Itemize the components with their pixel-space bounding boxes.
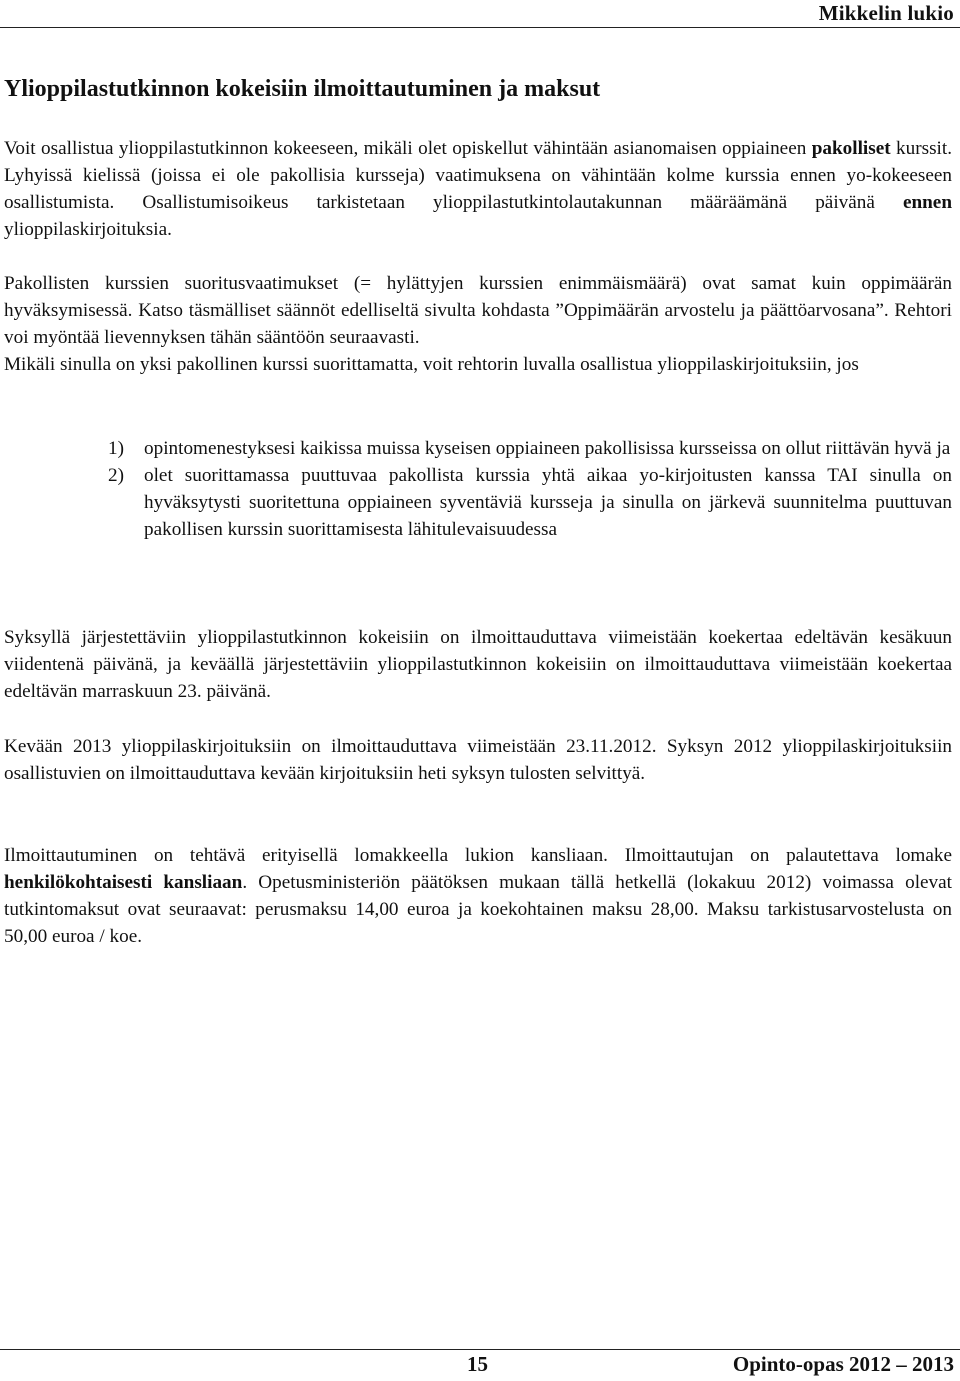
spring-2013-paragraph: [4, 733, 952, 787]
conditions-list: [4, 435, 952, 543]
header-divider: [0, 27, 960, 28]
list-item: [4, 435, 952, 462]
paragraph-text: kurssit. Lyhyissä kielissä (joissa ei ole pakollisia kursseja) vaatimuksena on vähintään kolme kurssia ennen yo-kokeeseen osallistumista. Osallistumisoikeus tarkistetaan ylioppilastutkintolautakunnan määräämänä päivänä: [4, 138, 952, 213]
paragraph-text: Kevään 2013 ylioppilaskirjoituksiin on ilmoittauduttava viimeistään 23.11.2012. Syksyn 2012 ylioppilaskirjoituksiin osallistuvien on ilmoittauduttava kevään kirjoituksiin heti syksyn tulosten selvittyä.: [4, 736, 952, 784]
list-item-number: 2): [108, 465, 124, 486]
list-item: [4, 462, 952, 543]
registration-fees-paragraph: [4, 842, 952, 950]
emphasis-text: ennen: [902, 192, 952, 213]
eligibility-paragraph: [4, 135, 952, 243]
conditions-list-container: [4, 435, 952, 543]
emphasis-text: pakolliset: [811, 138, 891, 159]
paragraph-text: Syksyllä järjestettäviin ylioppilastutkinnon kokeisiin on ilmoittauduttava viimeistään koekertaa edeltävän kesäkuun viidentenä päivänä, ja keväällä järjestettäviin ylioppilastutkinnon kokeisiin on ilmoittauduttava viimeistään koekertaa edeltävän marraskuun 23. päivänä.: [4, 627, 952, 702]
paragraph-text: . Opetusministeriön päätöksen mukaan tällä hetkellä (lokakuu 2012) voimassa olevat tutkintomaksut ovat seuraavat: perusmaksu 14,00 euroa ja koekohtainen maksu 28,00. Maksu tarkistusarvostelusta on 50,00 euroa / koe.: [4, 872, 952, 947]
organization-name: Mikkelin lukio: [818, 1, 954, 25]
list-item-text: olet suorittamassa puuttuvaa pakollista kurssia yhtä aikaa yo-kirjoitusten kanssa TAI sinulla on hyväksytysti suoritettuna oppiaineen syventäviä kursseja ja sinulla on järkevä suunnitelma puuttuvan pakollisen kurssin suorittamisesta lähitulevaisuudessa: [144, 465, 952, 540]
exception-paragraph: Mikäli sinulla on yksi pakollinen kurssi suorittamatta, voit rehtorin luvalla osallistua ylioppilaskirjoituksiin, jos: [4, 354, 859, 375]
requirements-paragraph: Pakollisten kurssien suoritusvaatimukset (= hylättyjen kurssien enimmäismäärä) ovat samat kuin oppimäärän hyväksymisessä. Katso täsmälliset säännöt edelliseltä sivulta kohdasta ”Oppimäärän arvostelu ja päättöarvosana”. Rehtori voi myöntää lievennyksen tähän sääntöön seuraavasti.: [4, 273, 952, 348]
paragraph-text: Ilmoittautuminen on tehtävä erityisellä lomakkeella lukion kansliaan. Ilmoittautujan on palautettava lomake: [4, 845, 952, 866]
footer-divider: [0, 1349, 960, 1350]
deadline-paragraph: [4, 624, 952, 705]
list-item-text: opintomenestyksesi kaikissa muissa kyseisen oppiaineen pakollisissa kursseissa on ollut riittävän hyvä ja: [144, 438, 951, 459]
paragraph-text: ylioppilaskirjoituksia.: [4, 219, 172, 240]
document-title: Ylioppilastutkinnon kokeisiin ilmoittautuminen ja maksut: [4, 76, 601, 102]
emphasis-text: henkilökohtaisesti kansliaan: [4, 872, 243, 893]
page-number: 15: [467, 1352, 488, 1376]
requirements-section: [4, 270, 952, 378]
paragraph-text: Voit osallistua ylioppilastutkinnon kokeeseen, mikäli olet opiskellut vähintään asianomaisen oppiaineen: [4, 138, 812, 159]
guide-title: Opinto-opas 2012 – 2013: [732, 1352, 954, 1376]
list-item-number: 1): [108, 438, 124, 459]
